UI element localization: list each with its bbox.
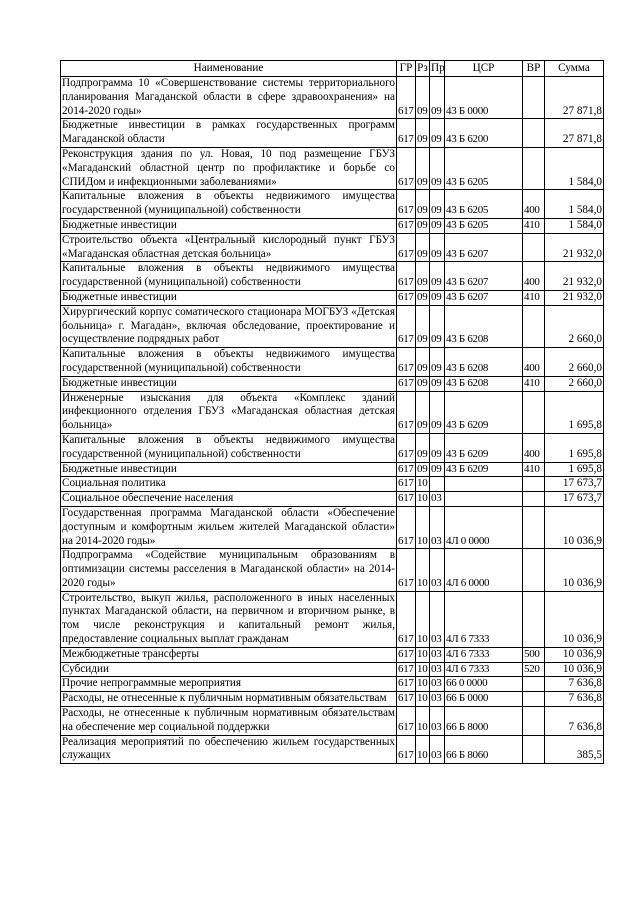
cell-gr: 617 — [397, 391, 416, 433]
cell-gr: 617 — [397, 591, 416, 647]
cell-csr: 43 Б 6207 — [445, 233, 523, 262]
cell-gr: 617 — [397, 290, 416, 305]
cell-csr: 4Л 0 0000 — [445, 506, 523, 548]
cell-rz: 10 — [416, 492, 430, 507]
cell-gr: 617 — [397, 492, 416, 507]
cell-vr — [523, 147, 545, 189]
table-row — [61, 233, 604, 262]
cell-csr — [445, 477, 523, 492]
cell-gr: 617 — [397, 433, 416, 462]
cell-sum: 10 036,9 — [545, 506, 604, 548]
cell-pr: 03 — [430, 677, 445, 692]
table-row — [61, 677, 604, 692]
cell-vr — [523, 549, 545, 591]
cell-name: Бюджетные инвестиции — [61, 218, 397, 233]
cell-pr: 09 — [430, 190, 445, 219]
cell-vr: 520 — [523, 662, 545, 677]
cell-name: Государственная программа Магаданской области «Обеспечение доступным и комфортным жильем жителей Магаданской области» на 2014-2020 годы» — [61, 506, 397, 548]
table-row — [61, 190, 604, 219]
cell-vr — [523, 677, 545, 692]
cell-gr: 617 — [397, 348, 416, 377]
cell-name: Капитальные вложения в объекты недвижимого имущества государственной (муниципальной) собственности — [61, 262, 397, 291]
cell-name: Капитальные вложения в объекты недвижимого имущества государственной (муниципальной) собственности — [61, 433, 397, 462]
cell-name: Социальное обеспечение населения — [61, 492, 397, 507]
table-row — [61, 462, 604, 477]
cell-gr: 617 — [397, 462, 416, 477]
cell-sum: 10 036,9 — [545, 647, 604, 662]
cell-rz: 09 — [416, 348, 430, 377]
cell-rz: 09 — [416, 233, 430, 262]
table-row — [61, 591, 604, 647]
cell-sum: 385,5 — [545, 735, 604, 764]
table-row — [61, 506, 604, 548]
cell-vr — [523, 77, 545, 119]
cell-sum: 10 036,9 — [545, 591, 604, 647]
table-row — [61, 77, 604, 119]
cell-gr: 617 — [397, 662, 416, 677]
cell-csr: 43 Б 6205 — [445, 218, 523, 233]
cell-pr: 09 — [430, 77, 445, 119]
cell-sum: 10 036,9 — [545, 662, 604, 677]
cell-sum: 1 695,8 — [545, 462, 604, 477]
cell-sum: 17 673,7 — [545, 492, 604, 507]
cell-pr: 09 — [430, 348, 445, 377]
cell-csr: 43 Б 6208 — [445, 348, 523, 377]
cell-name: Прочие непрограммные мероприятия — [61, 677, 397, 692]
cell-name: Расходы, не отнесенные к публичным нормативным обязательствам на обеспечение мер социальной поддержки — [61, 707, 397, 736]
cell-pr: 09 — [430, 233, 445, 262]
cell-sum: 27 871,8 — [545, 77, 604, 119]
cell-rz: 09 — [416, 119, 430, 148]
cell-name: Строительство объекта «Центральный кислородный пункт ГБУЗ «Магаданская областная детская больница» — [61, 233, 397, 262]
cell-csr: 66 Б 8060 — [445, 735, 523, 764]
cell-rz: 09 — [416, 262, 430, 291]
cell-pr — [430, 477, 445, 492]
cell-csr: 4Л 6 7333 — [445, 662, 523, 677]
cell-vr: 400 — [523, 190, 545, 219]
cell-pr: 09 — [430, 262, 445, 291]
cell-gr: 617 — [397, 677, 416, 692]
cell-pr: 03 — [430, 506, 445, 548]
cell-pr: 03 — [430, 492, 445, 507]
cell-pr: 03 — [430, 647, 445, 662]
table-row — [61, 119, 604, 148]
cell-rz: 09 — [416, 391, 430, 433]
cell-vr: 410 — [523, 462, 545, 477]
cell-sum: 7 636,8 — [545, 677, 604, 692]
cell-sum: 17 673,7 — [545, 477, 604, 492]
cell-gr: 617 — [397, 119, 416, 148]
cell-sum: 2 660,0 — [545, 376, 604, 391]
cell-rz: 10 — [416, 591, 430, 647]
cell-pr: 09 — [430, 305, 445, 347]
cell-rz: 09 — [416, 190, 430, 219]
cell-pr: 09 — [430, 462, 445, 477]
cell-csr: 43 Б 6208 — [445, 305, 523, 347]
cell-vr: 410 — [523, 290, 545, 305]
cell-csr: 43 Б 6207 — [445, 290, 523, 305]
cell-sum: 2 660,0 — [545, 348, 604, 377]
cell-name: Капитальные вложения в объекты недвижимого имущества государственной (муниципальной) собственности — [61, 190, 397, 219]
cell-rz: 09 — [416, 376, 430, 391]
cell-gr: 617 — [397, 218, 416, 233]
cell-gr: 617 — [397, 647, 416, 662]
cell-name: Подпрограмма «Содействие муниципальным образованиям в оптимизации системы расселения в Магаданской области» на 2014-2020 годы» — [61, 549, 397, 591]
table-row — [61, 707, 604, 736]
cell-pr: 03 — [430, 662, 445, 677]
cell-vr: 400 — [523, 262, 545, 291]
table-row — [61, 147, 604, 189]
cell-vr: 410 — [523, 218, 545, 233]
cell-sum: 1 584,0 — [545, 190, 604, 219]
cell-csr: 43 Б 6205 — [445, 147, 523, 189]
cell-name: Бюджетные инвестиции — [61, 376, 397, 391]
header-row — [61, 61, 604, 77]
cell-gr: 617 — [397, 707, 416, 736]
table-row — [61, 492, 604, 507]
cell-sum: 7 636,8 — [545, 707, 604, 736]
cell-name: Реализация мероприятий по обеспечению жильем государственных служащих — [61, 735, 397, 764]
cell-gr: 617 — [397, 692, 416, 707]
cell-name: Капитальные вложения в объекты недвижимого имущества государственной (муниципальной) собственности — [61, 348, 397, 377]
cell-gr: 617 — [397, 506, 416, 548]
cell-gr: 617 — [397, 376, 416, 391]
cell-sum: 7 636,8 — [545, 692, 604, 707]
cell-name: Хирургический корпус соматического стационара МОГБУЗ «Детская больница» г. Магадан», включая обследование, проектирование и осуществление подрядных работ — [61, 305, 397, 347]
cell-vr — [523, 735, 545, 764]
cell-pr: 09 — [430, 290, 445, 305]
cell-rz: 10 — [416, 692, 430, 707]
cell-csr: 43 Б 0000 — [445, 77, 523, 119]
cell-csr: 66 0 0000 — [445, 677, 523, 692]
cell-sum: 1 695,8 — [545, 391, 604, 433]
cell-csr: 43 Б 6200 — [445, 119, 523, 148]
cell-pr: 03 — [430, 591, 445, 647]
table-row — [61, 692, 604, 707]
cell-vr: 400 — [523, 433, 545, 462]
cell-csr: 43 Б 6209 — [445, 462, 523, 477]
table-body — [61, 77, 604, 764]
cell-vr: 410 — [523, 376, 545, 391]
cell-sum: 21 932,0 — [545, 290, 604, 305]
cell-sum: 1 695,8 — [545, 433, 604, 462]
table-row — [61, 662, 604, 677]
cell-vr — [523, 707, 545, 736]
cell-sum: 1 584,0 — [545, 147, 604, 189]
cell-sum: 10 036,9 — [545, 549, 604, 591]
cell-name: Социальная политика — [61, 477, 397, 492]
cell-csr: 66 Б 8000 — [445, 707, 523, 736]
cell-gr: 617 — [397, 190, 416, 219]
cell-rz: 09 — [416, 290, 430, 305]
cell-pr: 09 — [430, 391, 445, 433]
cell-name: Реконструкция здания по ул. Новая, 10 под размещение ГБУЗ «Магаданский областной центр по профилактике и борьбе со СПИДом и инфекционными заболеваниями» — [61, 147, 397, 189]
cell-rz: 10 — [416, 735, 430, 764]
cell-pr: 03 — [430, 707, 445, 736]
table-row — [61, 262, 604, 291]
cell-rz: 10 — [416, 506, 430, 548]
table-row — [61, 647, 604, 662]
cell-vr — [523, 591, 545, 647]
cell-pr: 09 — [430, 218, 445, 233]
header-pr: Пр — [430, 61, 445, 77]
cell-sum: 21 932,0 — [545, 233, 604, 262]
cell-rz: 09 — [416, 218, 430, 233]
cell-pr: 09 — [430, 147, 445, 189]
cell-vr — [523, 305, 545, 347]
table-row — [61, 376, 604, 391]
header-rz: Рз — [416, 61, 430, 77]
cell-name: Бюджетные инвестиции — [61, 462, 397, 477]
cell-csr: 43 Б 6209 — [445, 391, 523, 433]
cell-vr — [523, 119, 545, 148]
cell-rz: 10 — [416, 477, 430, 492]
cell-rz: 10 — [416, 549, 430, 591]
cell-pr: 03 — [430, 692, 445, 707]
table-row — [61, 433, 604, 462]
header-vr: ВР — [523, 61, 545, 77]
cell-name: Расходы, не отнесенные к публичным нормативным обязательствам — [61, 692, 397, 707]
cell-rz: 09 — [416, 305, 430, 347]
cell-vr — [523, 477, 545, 492]
cell-name: Бюджетные инвестиции — [61, 290, 397, 305]
cell-vr — [523, 506, 545, 548]
cell-name: Строительство, выкуп жилья, расположенного в иных населенных пунктах Магаданской области, на первичном и вторичном рынке, в том числе реконструкция и капитальный ремонт жилья, предоставление социальных выплат гражданам — [61, 591, 397, 647]
header-sum: Сумма — [545, 61, 604, 77]
cell-name: Инженерные изыскания для объекта «Комплекс зданий инфекционного отделения ГБУЗ «Магаданская областная детская больница» — [61, 391, 397, 433]
header-gr: ГР — [397, 61, 416, 77]
cell-rz: 10 — [416, 662, 430, 677]
cell-sum: 21 932,0 — [545, 262, 604, 291]
cell-name: Межбюджетные трансферты — [61, 647, 397, 662]
cell-rz: 09 — [416, 147, 430, 189]
cell-sum: 2 660,0 — [545, 305, 604, 347]
cell-csr: 4Л 6 0000 — [445, 549, 523, 591]
cell-rz: 10 — [416, 707, 430, 736]
cell-vr — [523, 391, 545, 433]
cell-csr: 4Л 6 7333 — [445, 647, 523, 662]
cell-name: Подпрограмма 10 «Совершенствование системы территориального планирования Магаданской области в сфере здравоохранения» на 2014-2020 годы» — [61, 77, 397, 119]
cell-csr: 4Л 6 7333 — [445, 591, 523, 647]
cell-rz: 09 — [416, 77, 430, 119]
table-row — [61, 290, 604, 305]
cell-vr — [523, 492, 545, 507]
cell-pr: 03 — [430, 735, 445, 764]
cell-gr: 617 — [397, 549, 416, 591]
cell-csr: 43 Б 6205 — [445, 190, 523, 219]
cell-vr — [523, 233, 545, 262]
cell-csr — [445, 492, 523, 507]
table-row — [61, 477, 604, 492]
cell-sum: 1 584,0 — [545, 218, 604, 233]
cell-gr: 617 — [397, 305, 416, 347]
cell-sum: 27 871,8 — [545, 119, 604, 148]
cell-gr: 617 — [397, 147, 416, 189]
table-row — [61, 305, 604, 347]
cell-name: Бюджетные инвестиции в рамках государственных программ Магаданской области — [61, 119, 397, 148]
cell-csr: 43 Б 6208 — [445, 376, 523, 391]
table-row — [61, 391, 604, 433]
cell-csr: 66 Б 0000 — [445, 692, 523, 707]
header-csr: ЦСР — [445, 61, 523, 77]
cell-vr — [523, 692, 545, 707]
cell-rz: 10 — [416, 677, 430, 692]
cell-pr: 03 — [430, 549, 445, 591]
cell-gr: 617 — [397, 262, 416, 291]
cell-gr: 617 — [397, 477, 416, 492]
table-row — [61, 735, 604, 764]
table-row — [61, 218, 604, 233]
table-row — [61, 348, 604, 377]
cell-csr: 43 Б 6209 — [445, 433, 523, 462]
cell-name: Субсидии — [61, 662, 397, 677]
cell-gr: 617 — [397, 77, 416, 119]
cell-rz: 09 — [416, 462, 430, 477]
table-row — [61, 549, 604, 591]
cell-gr: 617 — [397, 233, 416, 262]
cell-vr: 400 — [523, 348, 545, 377]
cell-pr: 09 — [430, 119, 445, 148]
cell-gr: 617 — [397, 735, 416, 764]
cell-vr: 500 — [523, 647, 545, 662]
budget-table — [60, 60, 604, 764]
header-name: Наименование — [61, 61, 397, 77]
cell-rz: 10 — [416, 647, 430, 662]
cell-pr: 09 — [430, 433, 445, 462]
cell-rz: 09 — [416, 433, 430, 462]
cell-pr: 09 — [430, 376, 445, 391]
cell-csr: 43 Б 6207 — [445, 262, 523, 291]
